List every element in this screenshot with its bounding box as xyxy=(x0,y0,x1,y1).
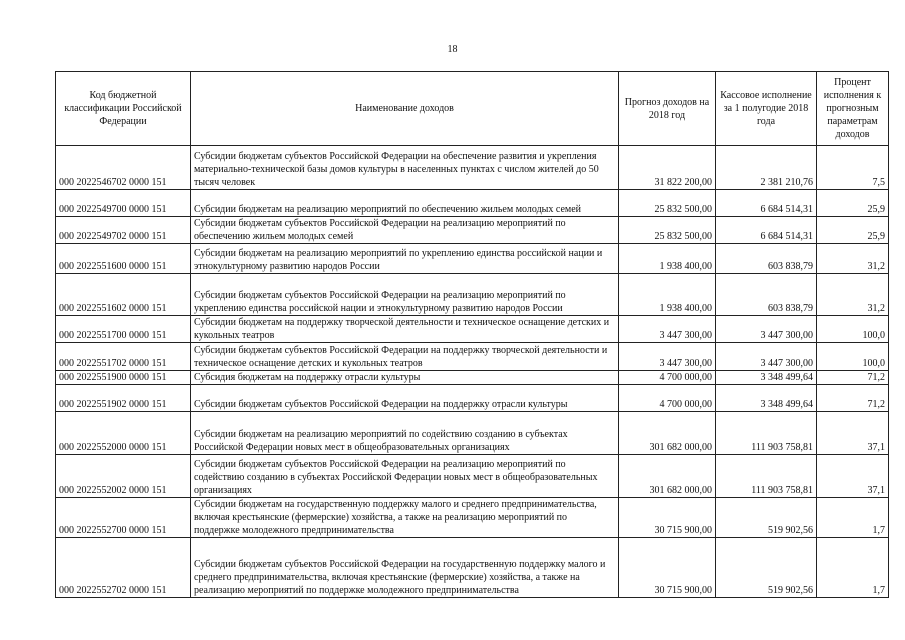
forecast-cell: 25 832 500,00 xyxy=(619,217,716,244)
code-cell: 000 2022552000 0000 151 xyxy=(56,412,191,455)
name-cell: Субсидии бюджетам субъектов Российской Федерации на реализацию мероприятий по обеспечению жильем молодых семей xyxy=(191,217,619,244)
cash-cell: 2 381 210,76 xyxy=(716,146,817,190)
table-row xyxy=(56,455,889,498)
code-cell: 000 2022552700 0000 151 xyxy=(56,498,191,538)
name-cell: Субсидии бюджетам на реализацию мероприятий по укреплению единства российской нации и этнокультурному развитию народов России xyxy=(191,244,619,274)
cash-cell: 519 902,56 xyxy=(716,498,817,538)
forecast-cell: 1 938 400,00 xyxy=(619,244,716,274)
cash-cell: 111 903 758,81 xyxy=(716,412,817,455)
percent-cell: 31,2 xyxy=(817,274,889,316)
header-name: Наименование доходов xyxy=(191,72,619,146)
percent-cell: 1,7 xyxy=(817,538,889,598)
table-row xyxy=(56,244,889,274)
name-cell: Субсидии бюджетам субъектов Российской Федерации на обеспечение развития и укрепления материально-технической базы домов культуры в населенных пунктах с числом жителей до 50 тысяч человек xyxy=(191,146,619,190)
header-code: Код бюджетной классификации Российской Федерации xyxy=(56,72,191,146)
cash-cell: 519 902,56 xyxy=(716,538,817,598)
code-cell: 000 2022549702 0000 151 xyxy=(56,217,191,244)
header-cash: Кассовое исполнение за 1 полугодие 2018 года xyxy=(716,72,817,146)
code-cell: 000 2022552002 0000 151 xyxy=(56,455,191,498)
code-cell: 000 2022551702 0000 151 xyxy=(56,343,191,371)
code-cell: 000 2022551902 0000 151 xyxy=(56,385,191,412)
name-cell: Субсидии бюджетам субъектов Российской Федерации на государственную поддержку малого и среднего предпринимательства, включая крестьянские (фермерские) хозяйства, а также на реализацию мероприятий по поддержке молодежного предпринимательства xyxy=(191,538,619,598)
forecast-cell: 31 822 200,00 xyxy=(619,146,716,190)
forecast-cell: 30 715 900,00 xyxy=(619,538,716,598)
table-row xyxy=(56,316,889,343)
header-forecast: Прогноз доходов на 2018 год xyxy=(619,72,716,146)
percent-cell: 71,2 xyxy=(817,371,889,385)
cash-cell: 6 684 514,31 xyxy=(716,190,817,217)
name-cell: Субсидии бюджетам субъектов Российской Федерации на поддержку отрасли культуры xyxy=(191,385,619,412)
percent-cell: 100,0 xyxy=(817,343,889,371)
cash-cell: 111 903 758,81 xyxy=(716,455,817,498)
revenue-table xyxy=(55,71,889,598)
forecast-cell: 301 682 000,00 xyxy=(619,412,716,455)
cash-cell: 3 348 499,64 xyxy=(716,385,817,412)
percent-cell: 37,1 xyxy=(817,412,889,455)
table-row xyxy=(56,190,889,217)
table-row xyxy=(56,538,889,598)
forecast-cell: 3 447 300,00 xyxy=(619,316,716,343)
cash-cell: 3 348 499,64 xyxy=(716,371,817,385)
table-header-row xyxy=(56,72,889,146)
code-cell: 000 2022551700 0000 151 xyxy=(56,316,191,343)
table-row xyxy=(56,146,889,190)
table-row xyxy=(56,274,889,316)
table-row xyxy=(56,343,889,371)
forecast-cell: 25 832 500,00 xyxy=(619,190,716,217)
percent-cell: 71,2 xyxy=(817,385,889,412)
percent-cell: 25,9 xyxy=(817,190,889,217)
forecast-cell: 3 447 300,00 xyxy=(619,343,716,371)
name-cell: Субсидии бюджетам на реализацию мероприятий по обеспечению жильем молодых семей xyxy=(191,190,619,217)
forecast-cell: 4 700 000,00 xyxy=(619,371,716,385)
percent-cell: 7,5 xyxy=(817,146,889,190)
table-row xyxy=(56,371,889,385)
forecast-cell: 301 682 000,00 xyxy=(619,455,716,498)
percent-cell: 1,7 xyxy=(817,498,889,538)
code-cell: 000 2022546702 0000 151 xyxy=(56,146,191,190)
table-row xyxy=(56,412,889,455)
forecast-cell: 1 938 400,00 xyxy=(619,274,716,316)
cash-cell: 3 447 300,00 xyxy=(716,316,817,343)
cash-cell: 6 684 514,31 xyxy=(716,217,817,244)
table-row xyxy=(56,385,889,412)
page-number: 18 xyxy=(447,44,458,55)
percent-cell: 25,9 xyxy=(817,217,889,244)
percent-cell: 100,0 xyxy=(817,316,889,343)
code-cell: 000 2022551602 0000 151 xyxy=(56,274,191,316)
code-cell: 000 2022549700 0000 151 xyxy=(56,190,191,217)
name-cell: Субсидии бюджетам субъектов Российской Федерации на реализацию мероприятий по содействию созданию в субъектах Российской Федерации новых мест в общеобразовательных организациях xyxy=(191,455,619,498)
cash-cell: 603 838,79 xyxy=(716,274,817,316)
name-cell: Субсидии бюджетам субъектов Российской Федерации на поддержку творческой деятельности и техническое оснащение детских и кукольных театров xyxy=(191,343,619,371)
header-percent: Процент исполнения к прогнозным параметрам доходов xyxy=(817,72,889,146)
cash-cell: 3 447 300,00 xyxy=(716,343,817,371)
name-cell: Субсидии бюджетам на государственную поддержку малого и среднего предпринимательства, включая крестьянские (фермерские) хозяйства, а также на реализацию мероприятий по поддержке молодежного предпринимательства xyxy=(191,498,619,538)
name-cell: Субсидия бюджетам на поддержку отрасли культуры xyxy=(191,371,619,385)
name-cell: Субсидии бюджетам на поддержку творческой деятельности и техническое оснащение детских и кукольных театров xyxy=(191,316,619,343)
cash-cell: 603 838,79 xyxy=(716,244,817,274)
table-row xyxy=(56,498,889,538)
percent-cell: 31,2 xyxy=(817,244,889,274)
code-cell: 000 2022552702 0000 151 xyxy=(56,538,191,598)
name-cell: Субсидии бюджетам на реализацию мероприятий по содействию созданию в субъектах Российской Федерации новых мест в общеобразовательных организациях xyxy=(191,412,619,455)
percent-cell: 37,1 xyxy=(817,455,889,498)
name-cell: Субсидии бюджетам субъектов Российской Федерации на реализацию мероприятий по укреплению единства российской нации и этнокультурному развитию народов России xyxy=(191,274,619,316)
table-row xyxy=(56,217,889,244)
forecast-cell: 30 715 900,00 xyxy=(619,498,716,538)
code-cell: 000 2022551600 0000 151 xyxy=(56,244,191,274)
forecast-cell: 4 700 000,00 xyxy=(619,385,716,412)
code-cell: 000 2022551900 0000 151 xyxy=(56,371,191,385)
